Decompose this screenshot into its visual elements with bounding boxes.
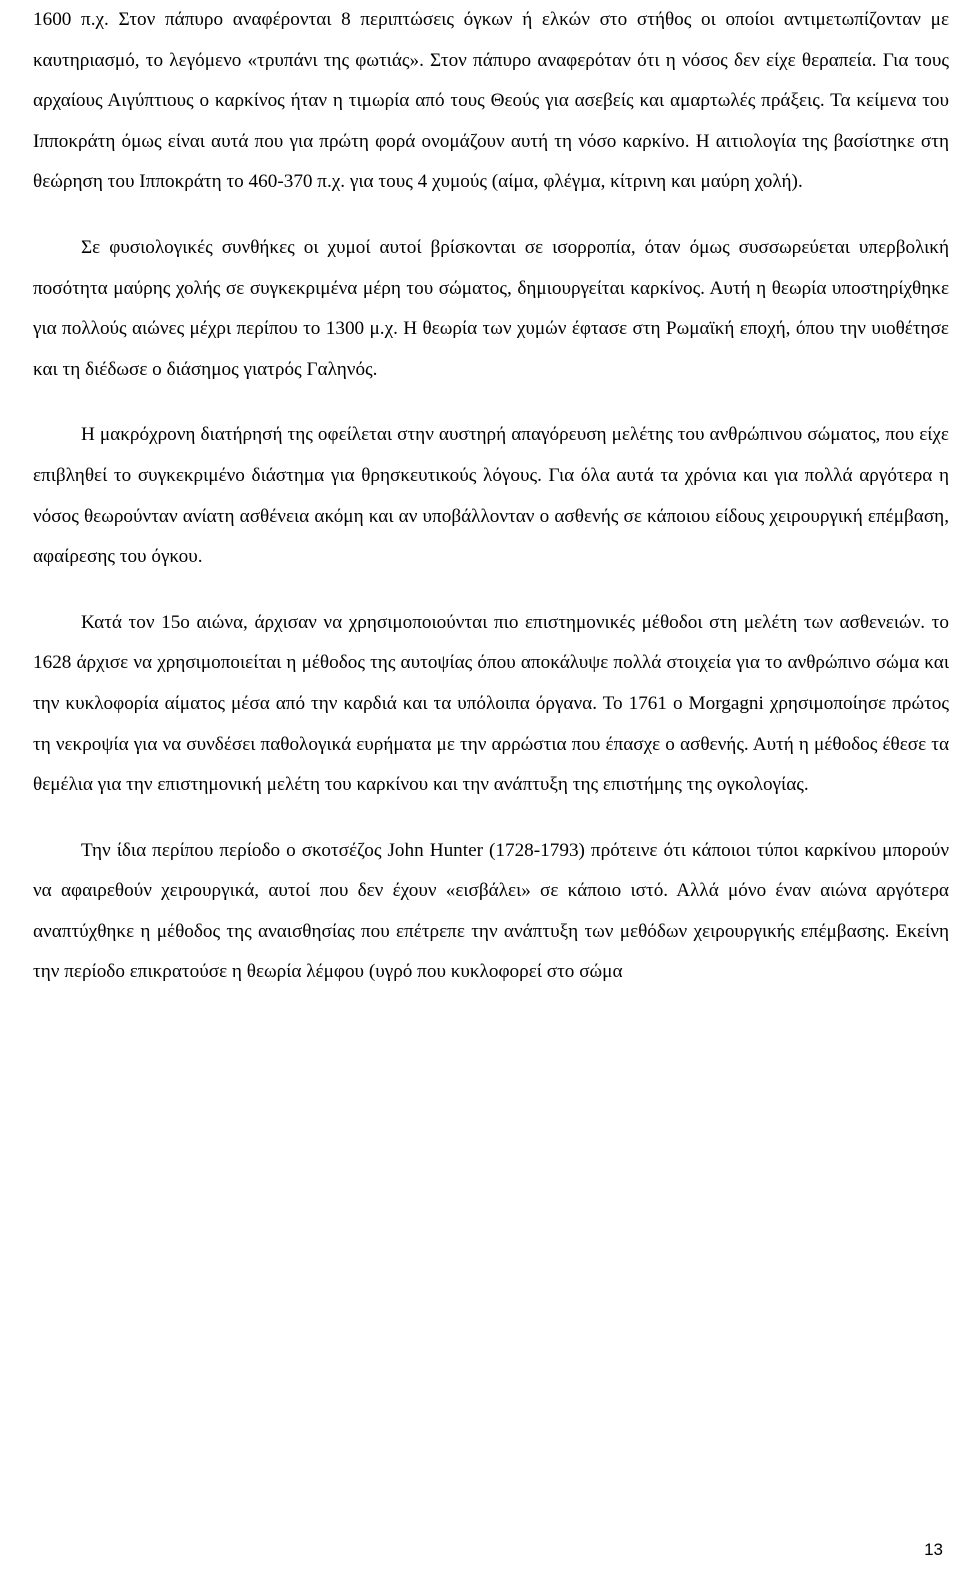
paragraph-2: Σε φυσιολογικές συνθήκες οι χυμοί αυτοί βρίσκονται σε ισορροπία, όταν όμως συσσωρεύεται υπερβολική ποσότητα μαύρης χολής σε συγκεκριμένα μέρη του σώματος, δημιουργείται καρκίνος. Αυτή η θεωρία υποστηρίχθηκε για πολλούς αιώνες μέχρι περίπου το 1300 μ.χ. Η θεωρία των χυμών έφτασε στη Ρωμαϊκή εποχή, όπου την υιοθέτησε και τη διέδωσε ο διάσημος γιατρός Γαληνός.	[33, 236, 949, 380]
paragraph-gap	[33, 390, 949, 415]
document-page	[33, 0, 949, 993]
paragraph-1: 1600 π.χ. Στον πάπυρο αναφέρονται 8 περιπτώσεις όγκων ή ελκών στο στήθος οι οποίοι αντιμετωπίζονταν με καυτηριασμό, το λεγόμενο «τρυπάνι της φωτιάς». Στον πάπυρο αναφερόταν ότι η νόσος δεν είχε θεραπεία. Για τους αρχαίους Αιγύπτιους ο καρκίνος ήταν η τιμωρία από τους Θεούς για ασεβείς και αμαρτωλές πράξεις. Τα κείμενα του Ιπποκράτη όμως είναι αυτά που για πρώτη φορά ονομάζουν αυτή τη νόσο καρκίνο. Η αιτιολογία της βασίστηκε στη θεώρηση του Ιπποκράτη το 460-370 π.χ. για τους 4 χυμούς (αίμα, φλέγμα, κίτρινη και μαύρη χολή).	[33, 9, 949, 193]
paragraph-gap	[33, 578, 949, 603]
page-number: 13	[924, 1540, 943, 1559]
paragraph-gap	[33, 806, 949, 831]
paragraph-5: Την ίδια περίπου περίοδο ο σκοτσέζος John Hunter (1728-1793) πρότεινε ότι κάποιοι τύποι καρκίνου μπορούν να αφαιρεθούν χειρουργικά, αυτοί που δεν έχουν «εισβάλει» σε κάποιο ιστό. Αλλά μόνο έναν αιώνα αργότερα αναπτύχθηκε η μέθοδος της αναισθησίας που επέτρεπε την ανάπτυξη των μεθόδων χειρουργικής επέμβασης. Εκείνη την περίοδο επικρατούσε η θεωρία λέμφου (υγρό που κυκλοφορεί στο σώμα	[33, 839, 949, 983]
paragraph-3: Η μακρόχρονη διατήρησή της οφείλεται στην αυστηρή απαγόρευση μελέτης του ανθρώπινου σώματος, που είχε επιβληθεί το συγκεκριμένο διάστημα για θρησκευτικούς λόγους. Για όλα αυτά τα χρόνια και για πολλά αργότερα η νόσος θεωρούνταν ανίατη ασθένεια ακόμη και αν υποβάλλονταν ο ασθενής σε κάποιου είδους χειρουργική επέμβαση, αφαίρεσης του όγκου.	[33, 424, 949, 568]
paragraph-4: Κατά τον 15ο αιώνα, άρχισαν να χρησιμοποιούνται πιο επιστημονικές μέθοδοι στη μελέτη των ασθενειών. το 1628 άρχισε να χρησιμοποιείται η μέθοδος της αυτοψίας όπου αποκάλυψε πολλά στοιχεία για το ανθρώπινο σώμα και την κυκλοφορία αίματος μέσα από την καρδιά και τα υπόλοιπα όργανα. Το 1761 ο Morgagni χρησιμοποίησε πρώτος τη νεκροψία για να συνδέσει παθολογικά ευρήματα με την αρρώστια που έπασχε ο ασθενής. Αυτή η μέθοδος έθεσε τα θεμέλια για την επιστημονική μελέτη του καρκίνου και την ανάπτυξη της επιστήμης της ογκολογίας.	[33, 611, 949, 796]
paragraph-gap	[33, 203, 949, 228]
